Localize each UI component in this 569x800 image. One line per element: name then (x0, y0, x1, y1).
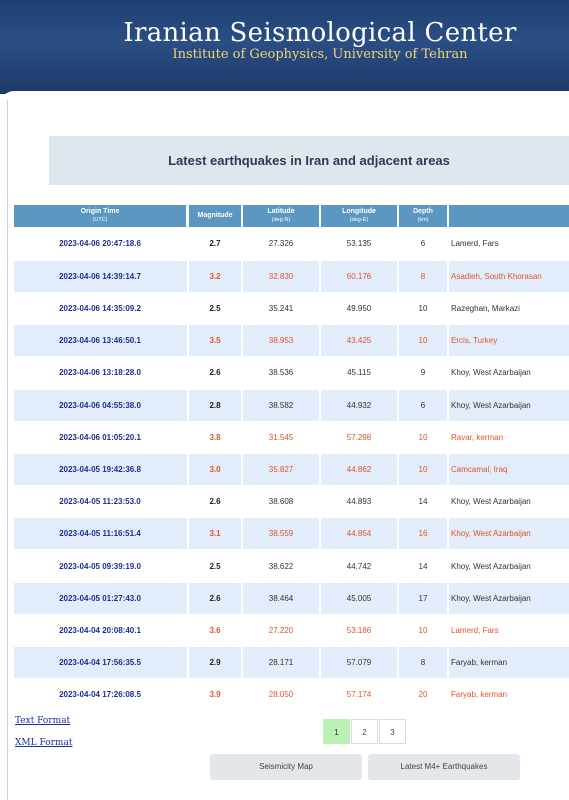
origin-time-cell: 2023-04-04 20:08:40.1 (59, 626, 141, 635)
column-separator (319, 486, 321, 517)
origin-time-cell: 2023-04-05 11:23:53.0 (59, 497, 141, 506)
column-separator (447, 422, 449, 453)
column-separator (319, 357, 321, 388)
column-separator (319, 679, 321, 710)
magnitude-cell: 2.5 (209, 304, 221, 313)
depth-cell: 10 (418, 626, 428, 635)
magnitude-cell: 3.8 (209, 433, 221, 442)
column-header-longitude (321, 205, 397, 227)
depth-cell: 10 (418, 304, 428, 313)
column-separator (397, 551, 399, 582)
depth-cell: 9 (420, 368, 426, 377)
origin-time-cell: 2023-04-05 09:39:19.0 (59, 562, 141, 571)
column-separator (319, 551, 321, 582)
depth-cell: 6 (420, 401, 426, 410)
longitude-cell: 44.893 (346, 497, 372, 506)
column-separator (447, 615, 449, 646)
column-separator (241, 647, 243, 678)
column-separator (447, 390, 449, 421)
longitude-cell: 43.425 (346, 336, 372, 345)
region-cell: Khoy, West Azarbaijan (451, 368, 531, 377)
latitude-cell: 31.545 (268, 433, 294, 442)
column-separator (447, 454, 449, 485)
column-separator (397, 390, 399, 421)
column-separator (187, 228, 189, 259)
column-separator (397, 679, 399, 710)
depth-cell: 10 (418, 336, 428, 345)
table-row (14, 454, 569, 485)
origin-time-cell: 2023-04-06 14:39:14.7 (59, 272, 141, 281)
column-header-latitude-label: Latitude (267, 208, 295, 215)
column-separator (241, 228, 243, 259)
column-separator (319, 647, 321, 678)
latest-m4-earthquakes-button[interactable]: Latest M4+ Earthquakes (368, 754, 520, 780)
column-separator (397, 583, 399, 614)
longitude-cell: 60.176 (346, 272, 372, 281)
column-separator (187, 583, 189, 614)
column-separator (241, 454, 243, 485)
origin-time-cell: 2023-04-06 13:18:28.0 (59, 368, 141, 377)
magnitude-cell: 3.1 (209, 529, 221, 538)
depth-cell: 14 (418, 497, 428, 506)
region-cell: Asadieh, South Khorasan (451, 272, 542, 281)
origin-time-cell: 2023-04-05 11:16:51.4 (59, 529, 141, 538)
seismicity-map-button[interactable]: Seismicity Map (210, 754, 362, 780)
depth-cell: 16 (418, 529, 428, 538)
column-header-magnitude (189, 205, 241, 227)
origin-time-cell: 2023-04-06 01:05:20.1 (59, 433, 141, 442)
longitude-cell: 44.854 (346, 529, 372, 538)
column-separator (447, 679, 449, 710)
longitude-cell: 49.950 (346, 304, 372, 313)
column-separator (319, 390, 321, 421)
column-separator (447, 261, 449, 292)
origin-time-cell: 2023-04-06 14:35:09.2 (59, 304, 141, 313)
column-separator (241, 615, 243, 646)
origin-time-cell: 2023-04-06 04:55:38.0 (59, 401, 141, 410)
depth-cell: 20 (418, 690, 428, 699)
magnitude-cell: 2.6 (209, 368, 221, 377)
region-cell: Faryab, kerman (451, 690, 508, 699)
latitude-cell: 28.171 (268, 658, 294, 667)
site-banner (0, 0, 569, 94)
depth-cell: 6 (420, 239, 426, 248)
table-row (14, 518, 569, 549)
column-separator (187, 615, 189, 646)
column-separator (241, 357, 243, 388)
origin-time-cell: 2023-04-06 20:47:18.6 (59, 239, 141, 248)
panel-edge-divider (7, 100, 8, 800)
column-separator (241, 551, 243, 582)
depth-cell: 8 (420, 658, 426, 667)
depth-cell: 14 (418, 562, 428, 571)
longitude-cell: 44.862 (346, 465, 372, 474)
magnitude-cell: 2.6 (209, 594, 221, 603)
region-cell: Khoy, West Azarbaijan (451, 562, 531, 571)
table-header (14, 205, 569, 227)
column-separator (319, 293, 321, 324)
latitude-cell: 38.582 (268, 401, 294, 410)
latitude-cell: 38.536 (268, 368, 294, 377)
latitude-cell: 28.050 (268, 690, 294, 699)
region-cell: Ercis, Turkey (451, 336, 498, 345)
column-separator (447, 486, 449, 517)
latitude-cell: 27.326 (268, 239, 294, 248)
depth-cell: 17 (418, 594, 428, 603)
table-row (14, 422, 569, 453)
column-separator (187, 422, 189, 453)
column-separator (397, 518, 399, 549)
longitude-cell: 57.174 (346, 690, 372, 699)
longitude-cell: 53.135 (346, 239, 372, 248)
table-row (14, 325, 569, 356)
column-separator (319, 228, 321, 259)
magnitude-cell: 3.9 (209, 690, 221, 699)
magnitude-cell: 3.2 (209, 272, 221, 281)
column-header-origin-time-unit: (UTC) (92, 217, 108, 223)
page-1-button[interactable]: 1 (323, 719, 350, 744)
region-cell: Ravar, kerman (451, 433, 504, 442)
depth-cell: 10 (418, 433, 428, 442)
column-header-origin-time (14, 205, 186, 227)
column-separator (447, 228, 449, 259)
column-separator (187, 454, 189, 485)
text-format-link[interactable]: Text Format (15, 716, 71, 726)
column-header-magnitude-label: Magnitude (197, 212, 233, 219)
column-separator (319, 261, 321, 292)
column-separator (241, 293, 243, 324)
column-separator (447, 357, 449, 388)
magnitude-cell: 2.6 (209, 497, 221, 506)
column-header-region (449, 205, 569, 227)
column-separator (447, 551, 449, 582)
column-separator (187, 325, 189, 356)
column-separator (397, 615, 399, 646)
column-separator (397, 422, 399, 453)
latitude-cell: 35.827 (268, 465, 294, 474)
column-separator (241, 325, 243, 356)
column-separator (187, 261, 189, 292)
column-separator (447, 293, 449, 324)
column-separator (447, 583, 449, 614)
column-header-depth (399, 205, 447, 227)
table-row (14, 551, 569, 582)
column-separator (241, 486, 243, 517)
column-header-origin-time-label: Origin Time (80, 208, 120, 215)
table-row (14, 486, 569, 517)
longitude-cell: 57.079 (346, 658, 372, 667)
latitude-cell: 38.608 (268, 497, 294, 506)
column-separator (397, 454, 399, 485)
table-row (14, 228, 569, 259)
table-row (14, 615, 569, 646)
column-separator (447, 518, 449, 549)
column-separator (319, 422, 321, 453)
magnitude-cell: 2.7 (209, 239, 221, 248)
magnitude-cell: 2.9 (209, 658, 221, 667)
magnitude-cell: 3.5 (209, 336, 221, 345)
column-separator (241, 422, 243, 453)
latitude-cell: 27.220 (268, 626, 294, 635)
column-separator (397, 293, 399, 324)
table-row (14, 261, 569, 292)
column-separator (447, 647, 449, 678)
column-separator (241, 679, 243, 710)
column-separator (241, 583, 243, 614)
column-separator (447, 325, 449, 356)
column-separator (397, 647, 399, 678)
latitude-cell: 38.622 (268, 562, 294, 571)
column-separator (187, 551, 189, 582)
table-row (14, 583, 569, 614)
region-cell: Faryab, kerman (451, 658, 508, 667)
longitude-cell: 57.298 (346, 433, 372, 442)
column-header-depth-unit: (km) (417, 217, 429, 223)
site-subtitle: Institute of Geophysics, University of Tehran (172, 47, 468, 62)
origin-time-cell: 2023-04-04 17:56:35.5 (59, 658, 141, 667)
table-row (14, 357, 569, 388)
page-heading: Latest earthquakes in Iran and adjacent areas (168, 153, 450, 168)
column-header-longitude-label: Longitude (342, 208, 376, 215)
column-separator (241, 518, 243, 549)
latitude-cell: 35.241 (268, 304, 294, 313)
origin-time-cell: 2023-04-05 19:42:36.8 (59, 465, 141, 474)
page-2-button[interactable]: 2 (351, 719, 378, 744)
column-separator (397, 228, 399, 259)
depth-cell: 8 (420, 272, 426, 281)
region-cell: Camcamal, Iraq (451, 465, 508, 474)
column-separator (241, 261, 243, 292)
column-separator (397, 357, 399, 388)
longitude-cell: 53.186 (346, 626, 372, 635)
column-separator (319, 583, 321, 614)
latitude-cell: 38.953 (268, 336, 294, 345)
site-title: Iranian Seismological Center (123, 18, 517, 48)
magnitude-cell: 3.6 (209, 626, 221, 635)
latitude-cell: 32.830 (268, 272, 294, 281)
region-cell: Razeghan, Markazi (451, 304, 520, 313)
column-separator (319, 518, 321, 549)
column-separator (187, 293, 189, 324)
column-header-longitude-unit: (deg-E) (349, 217, 369, 223)
table-row (14, 679, 569, 710)
depth-cell: 10 (418, 465, 428, 474)
magnitude-cell: 2.8 (209, 401, 221, 410)
xml-format-link[interactable]: XML Format (15, 738, 73, 748)
origin-time-cell: 2023-04-06 13:46:50.1 (59, 336, 141, 345)
column-separator (319, 615, 321, 646)
origin-time-cell: 2023-04-05 01:27:43.0 (59, 594, 141, 603)
column-separator (241, 390, 243, 421)
magnitude-cell: 3.0 (209, 465, 221, 474)
column-separator (187, 357, 189, 388)
table-row (14, 390, 569, 421)
column-separator (187, 390, 189, 421)
column-separator (187, 518, 189, 549)
longitude-cell: 44.742 (346, 562, 372, 571)
region-cell: Khoy, West Azarbaijan (451, 497, 531, 506)
column-header-depth-label: Depth (413, 208, 433, 215)
table-row (14, 647, 569, 678)
longitude-cell: 44.932 (346, 401, 372, 410)
column-separator (187, 486, 189, 517)
column-separator (397, 325, 399, 356)
region-cell: Khoy, West Azarbaijan (451, 529, 531, 538)
column-separator (397, 261, 399, 292)
column-separator (319, 454, 321, 485)
region-cell: Lamerd, Fars (451, 239, 499, 248)
column-separator (397, 486, 399, 517)
column-header-latitude-unit: (deg-N) (271, 217, 291, 223)
column-separator (319, 325, 321, 356)
longitude-cell: 45.115 (347, 368, 371, 377)
region-cell: Khoy, West Azarbaijan (451, 401, 531, 410)
column-separator (187, 647, 189, 678)
origin-time-cell: 2023-04-04 17:26:08.5 (59, 690, 141, 699)
column-separator (187, 679, 189, 710)
page-3-button[interactable]: 3 (379, 719, 406, 744)
column-header-latitude (243, 205, 319, 227)
latitude-cell: 38.464 (268, 594, 294, 603)
latitude-cell: 38.559 (268, 529, 294, 538)
magnitude-cell: 2.5 (209, 562, 221, 571)
table-row (14, 293, 569, 324)
region-cell: Lamerd, Fars (451, 626, 499, 635)
region-cell: Khoy, West Azarbaijan (451, 594, 531, 603)
longitude-cell: 45.005 (346, 594, 372, 603)
